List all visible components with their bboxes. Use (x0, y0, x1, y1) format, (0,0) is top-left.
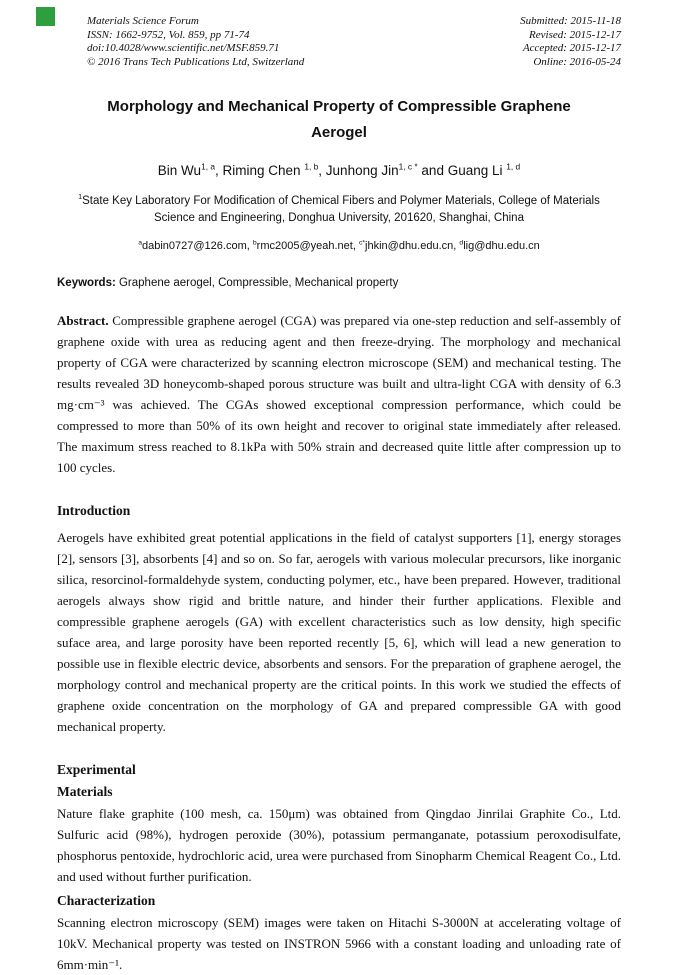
materials-paragraph: Nature flake graphite (100 mesh, ca. 150μm) was obtained from Qingdao Jinrilai Graphite Co., Ltd. Sulfuric acid (98%), hydrogen peroxide (30%), potassium permanganate, potassium peroxodisulfate, phosphorus pentoxide, hydrochloric acid, urea were purchased from Sinopharm Chemical Reagent Co., Ltd. and used without further purification. (57, 806, 621, 884)
email-superscript: b (252, 239, 257, 247)
author (223, 163, 326, 178)
abstract-label: Abstract. (57, 313, 109, 328)
author-superscript: 1, c * (398, 161, 418, 172)
email-entry (253, 240, 359, 252)
keywords-label: Keywords: (57, 277, 116, 289)
keywords-line (57, 277, 621, 289)
section-heading-experimental: Experimental (57, 762, 136, 777)
email-address: jhkin@dhu.edu.cn (365, 240, 454, 252)
accepted-date: Accepted: 2015-12-17 (522, 42, 621, 54)
affiliation-text: State Key Laboratory For Modification of Chemical Fibers and Polymer Materials, College of Materials Science and Engineering, Donghua University, 201620, Shanghai, China (82, 195, 600, 224)
characterization-paragraph: Scanning electron microscopy (SEM) images were taken on Hitachi S-3000N at accelerating voltage of 10kV. Mechanical property was tested on INSTRON 5966 with a constant loading and unloading rate of 6mm·min⁻¹. (57, 915, 621, 972)
author-separator: , (318, 163, 326, 178)
email-separator: , (246, 240, 253, 252)
affiliation-superscript: 1 (78, 193, 83, 202)
journal-header (57, 15, 621, 69)
affiliation-line (74, 193, 604, 227)
author (326, 163, 448, 178)
journal-info (87, 15, 304, 69)
journal-issn-volume: ISSN: 1662-9752, Vol. 859, pp 71-74 (87, 28, 250, 41)
abstract-paragraph (57, 310, 621, 478)
emails-line (57, 240, 621, 252)
submitted-date: Submitted: 2015-11-18 (520, 15, 621, 27)
revised-date: Revised: 2015-12-17 (529, 28, 621, 41)
subsection-heading-materials: Materials (57, 784, 113, 799)
author (158, 163, 223, 178)
journal-doi: doi:10.4028/www.scientific.net/MSF.859.71 (87, 42, 280, 54)
email-separator: , (352, 240, 359, 252)
green-annotation-marker (36, 7, 55, 26)
email-superscript: c* (358, 239, 366, 247)
email-entry (359, 240, 459, 252)
author-separator: , (215, 163, 223, 178)
email-superscript: d (459, 239, 464, 247)
section-heading-introduction: Introduction (57, 503, 131, 518)
introduction-paragraph: Aerogels have exhibited great potential applications in the field of catalyst supporters [1], energy storages [2], sensors [3], absorbents [4] and so on. So far, aerogels with various molecular precursors, like inorganic silica, resorcinol-formaldehyde system, conducting polymer, etc., have been prepared. However, traditional aerogels always show rigid and brittle nature, and hinder their further applications. Flexible and compressible graphene aerogels (GA) with excellent characteristics such as low density, high specific suface area, and large porosity have been reported recently [5, 6], which will lead a new generation to possible use in flexible electric device, absorbents and sensors. For the preparation of graphene aerogel, the morphology control and mechanical property are the critical points. In this work we studied the effects of graphene oxide concentration on the morphology of GA and prepared compressible GA with good mechanical property. (57, 530, 621, 734)
submission-dates (520, 15, 621, 69)
author-name: Junhong Jin (325, 163, 399, 178)
email-address: lig@dhu.edu.cn (463, 240, 540, 252)
subsection-heading-characterization: Characterization (57, 893, 156, 908)
author-separator: and (417, 163, 448, 178)
journal-name: Materials Science Forum (87, 15, 199, 27)
abstract-text: Compressible graphene aerogel (CGA) was prepared via one-step reduction and self-assembly of graphene oxide with urea as reducing agent and then freeze-drying. The morphology and mechanical property of CGA were characterized by scanning electron microscope (SEM) and mechanical testing. The results revealed 3D honeycomb-shaped porous structure was built and ultra-light CGA with density of 6.3 mg·cm⁻³ was achieved. The CGAs showed exceptional compression performance, which could be compressed to more than 50% of its own height and recover to original state immediately after released. The maximum stress reached to 8.1kPa with 50% strain and decreased quite little after compression up to 100 cycles. (57, 313, 621, 475)
email-address: rmc2005@yeah.net (256, 240, 353, 252)
email-address: dabin0727@126.com (142, 240, 247, 252)
journal-copyright: © 2016 Trans Tech Publications Ltd, Switzerland (87, 55, 305, 68)
author-superscript: 1, a (201, 161, 216, 172)
paper-title: Morphology and Mechanical Property of Compressible Graphene Aerogel (107, 98, 571, 141)
author-name: Riming Chen (222, 163, 305, 178)
email-entry (459, 240, 539, 252)
online-date: Online: 2016-05-24 (533, 55, 621, 68)
author-name: Bin Wu (157, 163, 202, 178)
author-superscript: 1, b (304, 161, 319, 172)
email-superscript: a (138, 239, 142, 247)
author-superscript: 1, d (506, 161, 521, 172)
email-separator: , (453, 240, 460, 252)
author (448, 163, 521, 178)
email-entry (138, 240, 253, 252)
keywords-text: Graphene aerogel, Compressible, Mechanical property (115, 277, 399, 289)
authors-line (57, 163, 621, 178)
author-name: Guang Li (447, 163, 507, 178)
